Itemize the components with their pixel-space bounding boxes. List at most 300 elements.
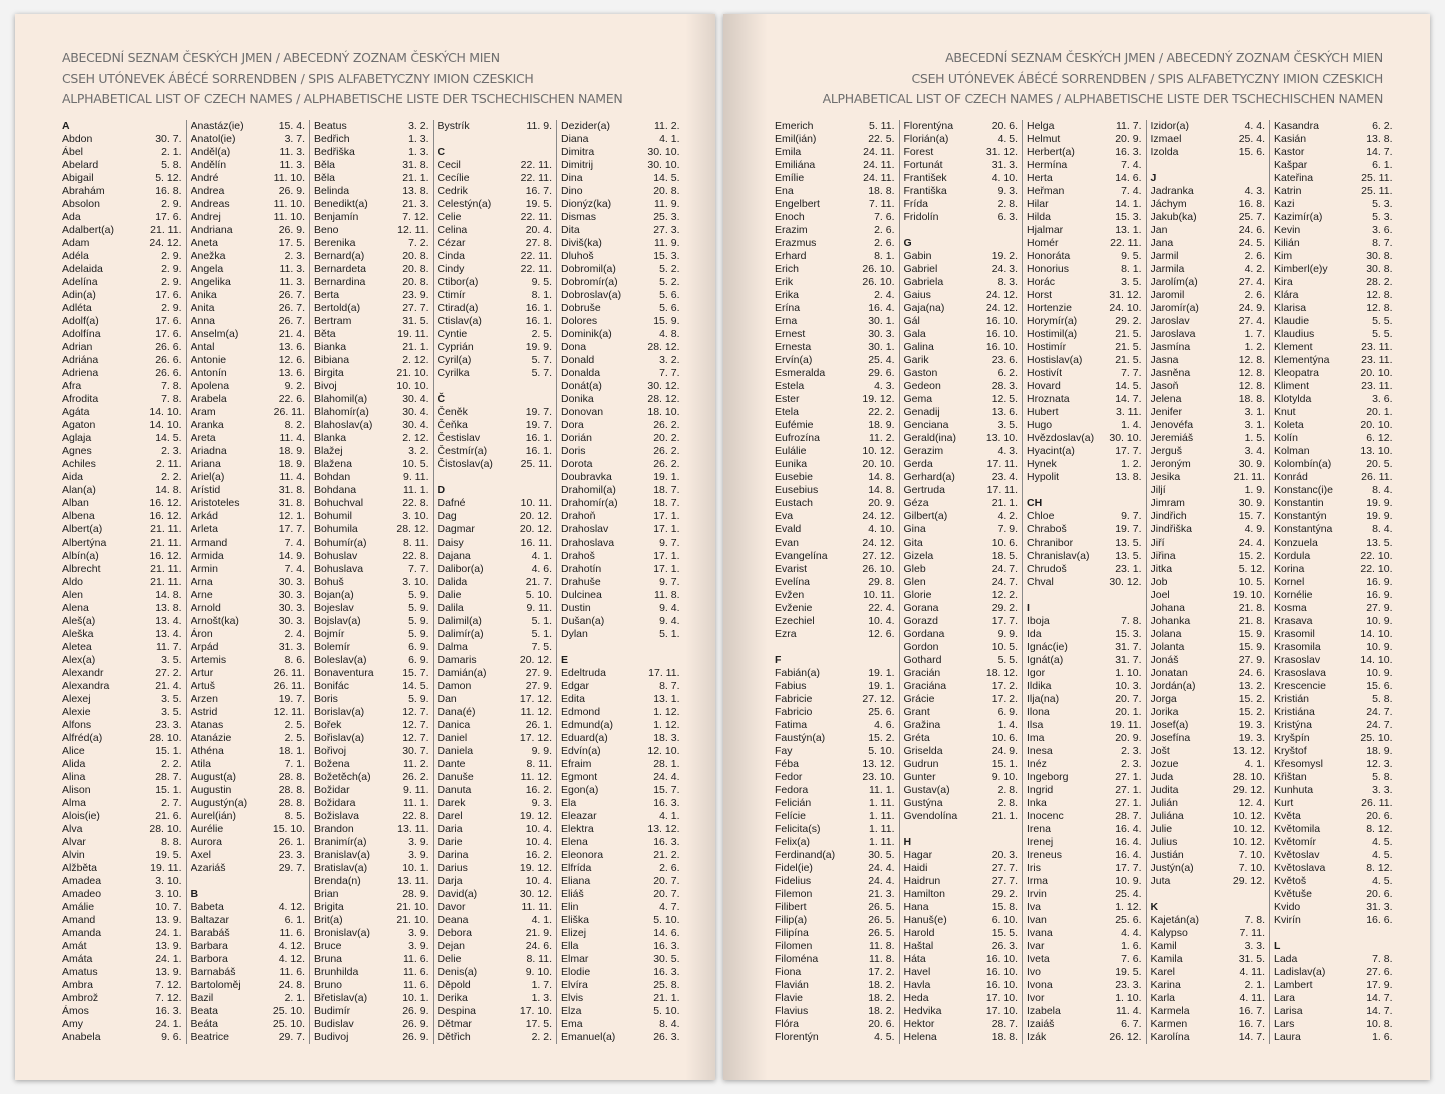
name-day-date: 12. 8. [1366,289,1393,302]
name-entry [775,836,895,849]
name-entry [775,667,895,680]
name-text: Bruce [314,939,342,952]
name-day-date: 22. 11. [520,211,552,224]
name-day-date: 27. 12. [862,692,895,705]
name-text: Kilián [1274,237,1300,250]
name-entry [1027,563,1142,576]
name-text: Izidor(a) [1150,120,1190,132]
name-day-date: 12. 4. [1238,796,1265,809]
name-day-date: 25. 10. [272,1005,305,1018]
name-text: Barbora [190,953,228,965]
name-entry [561,797,680,810]
name-day-date: 14. 7. [1366,1005,1393,1018]
name-day-date: 4. 1. [659,809,680,822]
name-entry [1151,667,1266,680]
name-day-date: 2. 11. [156,458,182,471]
name-text: Gala [903,328,926,341]
name-text: Edgar [561,679,590,692]
name-entry [1151,198,1266,211]
name-day-date: 2. 3. [161,445,182,458]
name-entry [561,1031,680,1044]
name-entry [314,523,429,536]
name-day-date: 24. 6. [1238,666,1265,679]
name-text: Dajana [437,549,471,562]
name-text: Harold [903,926,935,939]
name-day-date: 22. 8. [402,497,429,510]
name-entry [1027,1018,1142,1031]
name-day-date: 4. 1. [531,549,552,562]
name-day-date: 17. 10. [985,1005,1018,1018]
name-text: Emílie [775,172,805,185]
name-text: Genadij [903,406,940,419]
name-day-date: 14. 10. [1360,653,1393,666]
name-text: Klára [1274,289,1299,302]
name-entry [775,146,895,159]
name-entry [775,1005,895,1018]
name-entry [314,992,429,1005]
name-day-date: 12. 7. [402,705,429,718]
name-day-date: 4. 10. [868,523,895,536]
name-text: Ivar [1027,939,1045,952]
name-day-date: 14. 8. [155,588,182,601]
name-day-date: 10. 5. [991,640,1018,653]
name-text: Krasoslav [1274,653,1321,666]
name-entry [438,198,553,211]
name-entry [191,992,306,1005]
name-day-date: 16. 4. [1115,822,1142,835]
name-day-date: 28. 10. [149,731,182,744]
name-day-date: 3. 1. [1244,419,1265,432]
name-day-date: 4. 1. [659,133,680,146]
name-text: Andělín [190,159,227,172]
letter-heading: L [1274,939,1281,952]
name-day-date: 10. 5. [1238,575,1265,588]
name-day-date: 12. 6. [868,627,895,640]
name-entry [1274,354,1393,367]
name-day-date: 17. 2. [991,679,1018,692]
name-entry [1027,550,1142,563]
name-day-date: 15. 9. [653,315,680,328]
name-entry [1151,276,1266,289]
name-entry [438,823,553,836]
name-entry [775,510,895,523]
name-entry [438,810,553,823]
name-day-date: 24. 4. [1238,536,1265,549]
name-day-date: 29. 6. [868,367,895,380]
name-entry [1151,263,1266,276]
name-day-date: 2. 6. [874,237,895,250]
name-text: Benjamín [314,211,359,224]
name-text: Branislav(a) [314,848,371,861]
name-text: Alexandr [62,666,104,679]
name-text: Cedrik [437,185,468,198]
name-entry [1027,992,1142,1005]
name-text: Gordon [903,640,939,653]
name-text: Dulcinea [561,588,602,601]
name-text: Elfrída [561,861,592,874]
name-entry [775,602,895,615]
name-day-date: 11. 9. [654,237,680,250]
name-text: Albín(a) [62,549,99,562]
name-day-date: 6. 2. [997,367,1018,380]
name-entry [904,862,1019,875]
name-text: Enoch [775,211,805,224]
name-day-date: 11. 3. [279,276,305,289]
name-day-date: 15. 10. [272,822,305,835]
name-text: Dalila [437,601,464,614]
name-entry [1274,550,1393,563]
name-entry [904,198,1019,211]
name-day-date: 2. 2. [531,1031,552,1044]
name-day-date: 11. 4. [279,471,305,484]
name-entry [1027,914,1142,927]
name-day-date: 4. 2. [997,510,1018,523]
name-entry [62,263,182,276]
name-day-date: 27. 7. [402,302,429,315]
name-entry [191,576,306,589]
name-day-date: 26. 5. [868,900,895,913]
name-day-date: 17. 6. [155,315,182,328]
name-entry [1274,563,1393,576]
name-entry [62,1018,182,1031]
name-entry [438,302,553,315]
name-text: Kurt [1274,796,1294,809]
name-text: Evženie [775,601,813,614]
name-entry [775,940,895,953]
name-text: Drahomír(a) [561,497,618,510]
name-text: Květomila [1274,822,1321,835]
name-text: Horst [1027,289,1053,302]
name-text: Hyacint(a) [1027,445,1075,458]
name-day-date: 4. 10. [991,172,1018,185]
name-day-date: 15. 7. [402,666,429,679]
name-day-date: 31. 3. [991,159,1018,172]
name-text: Bohdan [314,471,351,484]
name-entry [1151,745,1266,758]
name-day-date: 21. 11. [150,224,182,237]
name-text: Hostislav(a) [1027,354,1083,367]
name-text: Kristýna [1274,718,1312,731]
name-day-date: 11. 6. [279,926,305,939]
name-entry [438,120,553,133]
name-text: Hostimír [1027,341,1067,354]
name-day-date: 7. 6. [1121,953,1142,965]
name-entry [1274,693,1393,706]
name-text: Elodie [561,966,591,979]
name-text: Ferdinand(a) [775,848,836,861]
name-text: Dimitrij [561,159,594,172]
name-entry [62,224,182,237]
name-day-date: 3. 5. [161,653,182,666]
name-text: Johana [1150,601,1185,614]
name-text: Bohumil [314,510,352,523]
name-text: Dalimil(a) [437,614,482,627]
name-text: Ezra [775,627,797,640]
name-day-date: 28. 8. [278,796,305,809]
name-day-date: 1. 4. [997,718,1018,731]
name-entry [1027,641,1142,654]
name-day-date: 5. 8. [1372,770,1393,783]
name-entry [438,159,553,172]
name-day-date: 21. 8. [1238,614,1265,627]
name-entry [314,602,429,615]
name-text: Afra [62,380,82,393]
name-entry [438,784,553,797]
name-entry [62,550,182,563]
name-day-date: 30. 12. [519,887,552,900]
name-entry [561,445,680,458]
name-day-date: 14. 7. [1115,393,1142,406]
name-day-date: 9. 5. [1121,250,1142,263]
name-entry [561,914,680,927]
name-day-date: 21. 11. [150,536,182,549]
name-day-date: 5. 9. [408,614,429,627]
name-entry [1151,706,1266,719]
name-text: Cecílie [437,172,470,185]
name-entry [775,445,895,458]
name-text: Gerazim [903,445,944,458]
name-text: Dag [437,510,457,523]
name-day-date: 8. 8. [161,835,182,848]
name-text: Anika [190,289,217,302]
name-text: Berenika [314,237,356,250]
name-entry [1151,550,1266,563]
name-day-date: 27. 9. [525,679,552,692]
name-day-date: 18. 8. [1238,393,1265,406]
name-text: Jaromil [1150,289,1185,302]
name-text: Arne [190,588,213,601]
name-text: Jesika [1150,471,1181,484]
name-text: Jarmila [1150,263,1185,276]
name-day-date: 20. 4. [525,224,552,237]
name-text: Flóra [775,1018,799,1031]
name-day-date: 13. 11. [397,822,429,835]
name-entry [62,237,182,250]
name-text: Felix(a) [775,835,811,848]
name-text: Aranka [190,419,224,432]
name-day-date: 31. 12. [1109,289,1142,302]
name-day-date: 24. 11. [863,159,895,172]
name-day-date: 17. 2. [868,966,895,979]
name-day-date: 23. 4. [991,471,1018,484]
name-day-date: 31. 3. [278,640,305,653]
name-text: Budimír [314,1005,351,1018]
name-text: Květoš [1274,874,1307,887]
name-text: Augustin [190,783,232,796]
name-entry [561,771,680,784]
name-day-date: 7. 10. [1238,848,1265,861]
name-entry [191,732,306,745]
name-entry [314,1018,429,1031]
name-entry [314,875,429,888]
name-entry [314,641,429,654]
name-day-date: 25. 8. [653,979,680,992]
name-entry [1027,693,1142,706]
name-entry [1151,380,1266,393]
name-text: Izmael [1150,133,1182,146]
name-entry [1027,250,1142,263]
name-day-date: 18. 9. [868,419,895,432]
name-day-date: 5. 7. [531,367,552,380]
left-page [15,14,715,1080]
name-text: Lada [1274,953,1298,965]
name-day-date: 26. 11. [273,679,305,692]
name-day-date: 21. 3. [868,887,895,900]
name-day-date: 9. 10. [991,770,1018,783]
name-day-date: 8. 5. [284,809,305,822]
name-entry [561,966,680,979]
name-entry [561,419,680,432]
name-entry [1151,406,1266,419]
name-text: Brit(a) [314,913,343,926]
name-text: Běla [314,159,336,172]
name-entry [775,888,895,901]
name-day-date: 8. 1. [874,250,895,263]
name-entry [191,693,306,706]
name-entry [1027,953,1142,966]
name-day-date: 13. 11. [397,874,429,887]
name-entry [191,406,306,419]
names-column [186,120,310,1044]
name-text: Fedora [775,783,809,796]
name-entry [775,302,895,315]
name-entry [1027,615,1142,628]
name-day-date: 30. 1. [868,341,895,354]
letter-heading: J [1150,172,1157,185]
name-entry [191,172,306,185]
names-column [899,120,1023,1044]
name-day-date: 25. 11. [520,458,552,471]
name-day-date: 16. 8. [1238,198,1265,211]
name-entry [191,706,306,719]
name-entry [561,927,680,940]
name-text: Davor [437,900,466,913]
name-day-date: 1. 6. [1121,939,1142,952]
name-day-date: 20. 8. [653,185,680,198]
name-entry [561,211,680,224]
name-text: Igor [1027,666,1046,679]
name-entry [438,680,553,693]
name-day-date: 2. 4. [284,627,305,640]
name-text: Forest [903,146,934,159]
name-entry [1151,419,1266,432]
name-day-date: 12. 8. [1238,367,1265,380]
name-day-date: 9. 10. [525,966,552,979]
name-entry [775,172,895,185]
name-text: Glorie [903,588,932,601]
name-entry [561,940,680,953]
name-day-date: 3. 3. [1244,939,1265,952]
name-entry [904,471,1019,484]
name-day-date: 1. 2. [1244,341,1265,354]
name-text: Iboja [1027,614,1050,627]
name-entry [191,823,306,836]
name-entry [1151,315,1266,328]
name-text: Felicián [775,796,812,809]
name-day-date: 4. 1. [1244,757,1265,770]
name-day-date: 4. 8. [659,328,680,341]
name-entry [1151,133,1266,146]
name-text: Amáta [62,953,93,965]
name-day-date: 11. 4. [1116,1005,1142,1018]
name-text: Dluhoš [561,250,594,263]
name-text: Barabáš [190,926,230,939]
name-text: Ivana [1027,926,1053,939]
name-text: Cyrilka [437,367,470,380]
name-text: Ernest [775,328,806,341]
name-entry [1027,133,1142,146]
name-text: Kastor [1274,146,1305,159]
name-day-date: 25. 6. [1115,913,1142,926]
name-day-date: 14. 8. [868,471,895,484]
name-day-date: 26. 10. [862,562,895,575]
name-text: Elizej [561,926,587,939]
name-day-date: 2. 12. [402,432,429,445]
name-day-date: 5. 9. [408,588,429,601]
name-entry [62,680,182,693]
name-day-date: 20. 6. [868,1018,895,1031]
name-entry [904,784,1019,797]
name-entry [62,615,182,628]
name-day-date: 11. 10. [273,211,305,224]
name-day-date: 21. 1. [653,992,680,1005]
name-day-date: 21. 6. [155,809,182,822]
name-text: Křištan [1274,770,1307,783]
name-day-date: 20. 9. [868,497,895,510]
name-text: Ariel(a) [190,471,225,484]
name-entry [561,198,680,211]
name-day-date: 12. 8. [1238,354,1265,367]
name-entry [191,133,306,146]
name-entry [314,927,429,940]
name-text: Kleopatra [1274,367,1319,380]
name-text: Borislav(a) [314,705,365,718]
name-day-date: 13. 8. [402,185,429,198]
name-text: Alena [62,601,89,614]
name-text: Bojeslav [314,601,354,614]
name-text: Fabricie [775,692,813,705]
name-text: Gunter [903,770,936,783]
name-text: Abdon [62,133,93,146]
name-entry [438,602,553,615]
name-day-date: 11. 1. [403,796,429,809]
name-day-date: 4. 7. [659,900,680,913]
name-text: Dětřich [437,1031,471,1044]
name-entry [62,810,182,823]
name-day-date: 26. 5. [868,926,895,939]
name-entry [1274,328,1393,341]
name-entry [904,992,1019,1005]
name-day-date: 19. 3. [1238,718,1265,731]
name-text: Eliška [561,913,590,926]
name-entry [438,354,553,367]
name-text: Fortunát [903,159,943,172]
name-text: Dionýz(ka) [561,198,612,211]
name-entry [62,940,182,953]
name-entry [438,901,553,914]
name-entry [62,341,182,354]
name-entry [1274,497,1393,510]
name-text: Arzen [190,692,218,705]
name-entry [775,706,895,719]
name-day-date: 28. 10. [1232,770,1265,783]
name-entry [1151,875,1266,888]
name-day-date: 25. 3. [653,211,680,224]
name-text: Andrej [190,211,221,224]
name-entry [62,146,182,159]
name-day-date: 16. 7. [1238,1005,1265,1018]
name-entry [62,589,182,602]
